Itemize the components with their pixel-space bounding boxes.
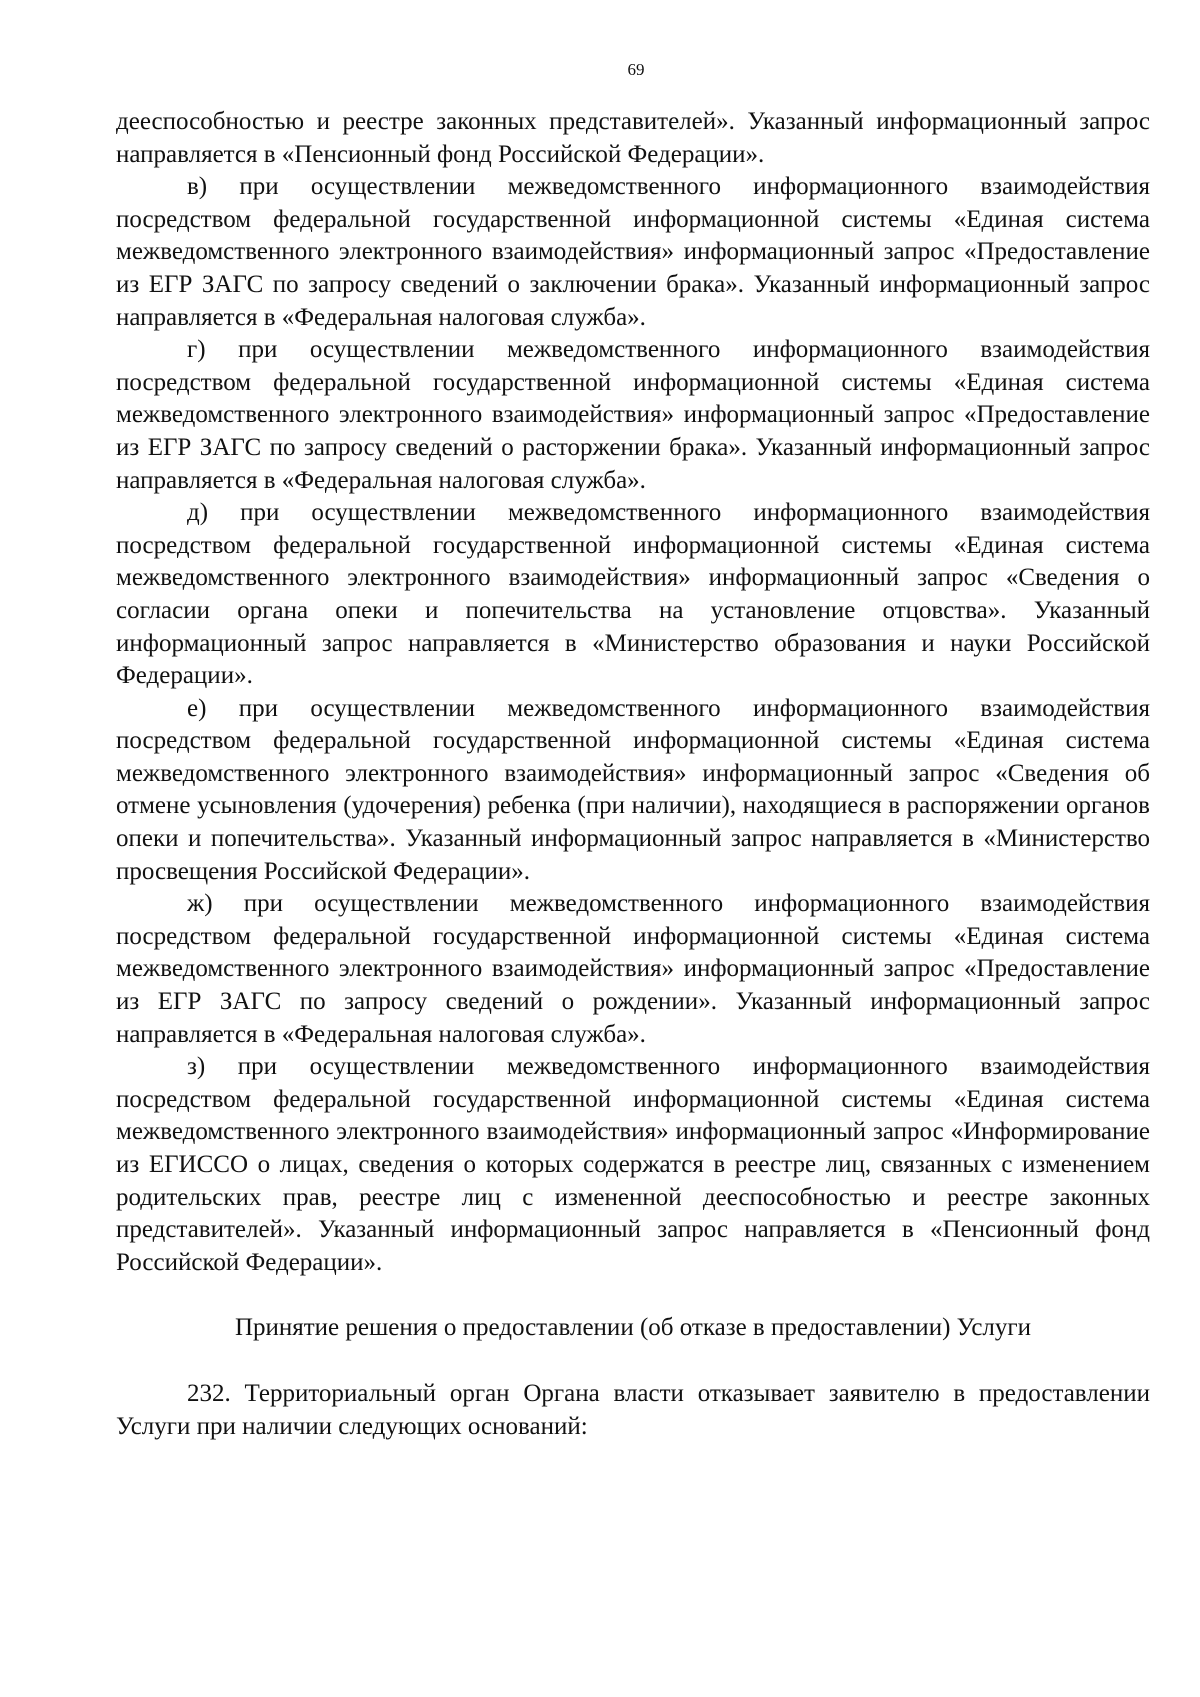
paragraph-item-zh: ж) при осуществлении межведомственного информационного взаимодействия посредством федеральной государственной информационной системы «Единая система межведомственного электронного взаимодействия» информационный запрос «Предоставление из ЕГР ЗАГС по запросу сведений о рождении». Указанный информационный запрос направляется в «Федеральная налоговая служба». <box>116 890 1150 1048</box>
paragraph-item-z: з) при осуществлении межведомственного информационного взаимодействия посредством федеральной государственной информационной системы «Единая система межведомственного электронного взаимодействия» информационный запрос «Информирование из ЕГИССО о лицах, сведения о которых содержатся в реестре лиц, связанных с изменением родительских прав, реестре лиц с измененной дееспособностью и реестре законных представителей». Указанный информационный запрос направляется в «Пенсионный фонд Российской Федерации». <box>116 1053 1150 1276</box>
paragraph-item-d: д) при осуществлении межведомственного информационного взаимодействия посредством федеральной государственной информационной системы «Единая система межведомственного электронного взаимодействия» информационный запрос «Сведения о согласии органа опеки и попечительства на установление отцовства». Указанный информационный запрос направляется в «Министерство образования и науки Российской Федерации». <box>116 499 1150 690</box>
paragraph-item-v: в) при осуществлении межведомственного информационного взаимодействия посредством федеральной государственной информационной системы «Единая система межведомственного электронного взаимодействия» информационный запрос «Предоставление из ЕГР ЗАГС по запросу сведений о заключении брака». Указанный информационный запрос направляется в «Федеральная налоговая служба». <box>116 173 1150 331</box>
section-heading: Принятие решения о предоставлении (об отказе в предоставлении) Услуги <box>234 1314 1032 1342</box>
paragraph-item-e: е) при осуществлении межведомственного информационного взаимодействия посредством федеральной государственной информационной системы «Единая система межведомственного электронного взаимодействия» информационный запрос «Сведения об отмене усыновления (удочерения) ребенка (при наличии), находящиеся в распоряжении органов опеки и попечительства». Указанный информационный запрос направляется в «Министерство просвещения Российской Федерации». <box>116 694 1150 885</box>
paragraph-232: 232. Территориальный орган Органа власти отказывает заявителю в предоставлении Услуги при наличии следующих оснований: <box>116 1379 1150 1440</box>
page-number: 69 <box>627 60 645 79</box>
document-page <box>116 60 1150 1443</box>
paragraph-continuation: дееспособностью и реестре законных представителей». Указанный информационный запрос направляется в «Пенсионный фонд Российской Федерации». <box>116 108 1150 168</box>
paragraph-item-g: г) при осуществлении межведомственного информационного взаимодействия посредством федеральной государственной информационной системы «Единая система межведомственного электронного взаимодействия» информационный запрос «Предоставление из ЕГР ЗАГС по запросу сведений о расторжении брака». Указанный информационный запрос направляется в «Федеральная налоговая служба». <box>116 336 1150 494</box>
